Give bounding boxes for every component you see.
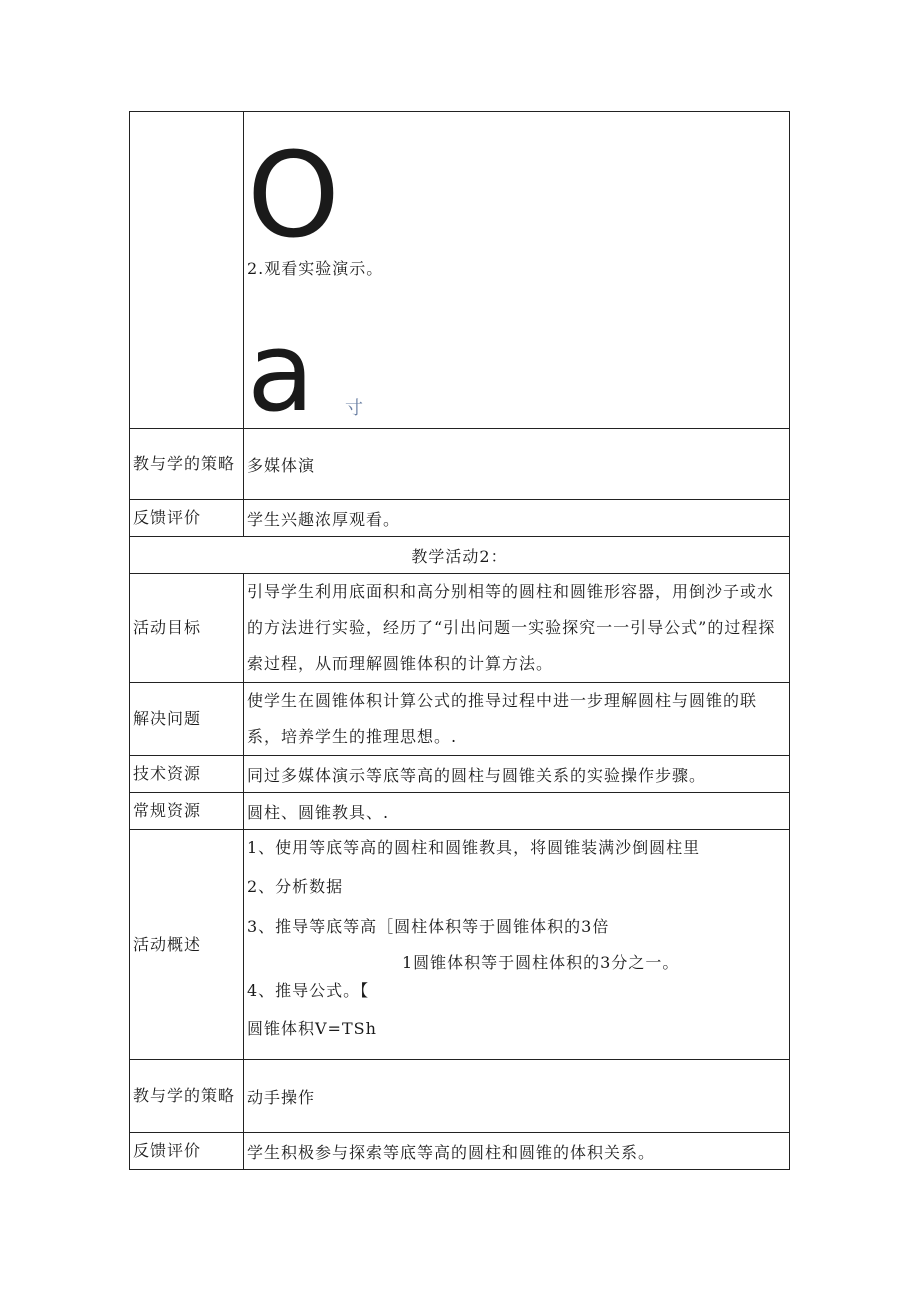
row-value: 动手操作	[244, 1060, 790, 1133]
table-row	[130, 429, 790, 500]
row-label: 活动目标	[130, 574, 244, 683]
overview-line-4: 4、推导公式。【	[247, 981, 370, 1000]
overview-cell	[244, 830, 790, 1060]
activity-title: 教学活动2：	[130, 537, 790, 574]
table-row	[130, 537, 790, 574]
overview-line-2: 2、分析数据	[247, 877, 344, 896]
table-row	[130, 756, 790, 793]
row-label: 反馈评价	[130, 500, 244, 537]
overview-line-3: 3、推导等底等高［圆柱体积等于圆锥体积的3倍	[247, 917, 610, 936]
table-row	[130, 793, 790, 830]
row-label: 技术资源	[130, 756, 244, 793]
step-2-text: 2.观看实验演示。	[247, 259, 384, 278]
row-label: 活动概述	[130, 830, 244, 1060]
empty-label-cell	[130, 112, 244, 429]
experiment-cell	[244, 112, 790, 436]
row-value: 多媒体演	[244, 429, 790, 500]
row-value: 使学生在圆锥体积计算公式的推导过程中进一步理解圆柱与圆锥的联系，培养学生的推理思想。.	[244, 683, 790, 756]
row-value: 学生积极参与探索等底等高的圆柱和圆锥的体积关系。	[244, 1133, 790, 1170]
row-label: 常规资源	[130, 793, 244, 830]
row-label: 反馈评价	[130, 1133, 244, 1170]
small-cun-glyph: 寸	[345, 398, 364, 419]
table-row	[130, 574, 790, 683]
table-row	[130, 1060, 790, 1133]
large-o-glyph: O	[247, 126, 341, 264]
table-row	[130, 500, 790, 537]
row-label: 教与学的策略	[130, 1060, 244, 1133]
row-value: 引导学生利用底面积和高分别相等的圆柱和圆锥形容器，用倒沙子或水的方法进行实验，经历了“引出问题一实验探究一一引导公式”的过程探索过程，从而理解圆锥体积的计算方法。	[244, 574, 790, 683]
lesson-table	[129, 111, 790, 1170]
table-row	[130, 683, 790, 756]
large-a-glyph: a	[247, 308, 316, 436]
row-value: 同过多媒体演示等底等高的圆柱与圆锥关系的实验操作步骤。	[244, 756, 790, 793]
row-value: 学生兴趣浓厚观看。	[244, 500, 790, 537]
overview-line-5: 圆锥体积V=TSh	[247, 1019, 377, 1038]
overview-line-3b: 1圆锥体积等于圆柱体积的3分之一。	[402, 953, 680, 972]
row-value: 圆柱、圆锥教具、.	[244, 793, 790, 830]
table-row	[130, 1133, 790, 1170]
row-label: 教与学的策略	[130, 429, 244, 500]
table-row	[130, 112, 790, 429]
table-row	[130, 830, 790, 1060]
row-label: 解决问题	[130, 683, 244, 756]
overview-line-1: 1、使用等底等高的圆柱和圆锥教具，将圆锥装满沙倒圆柱里	[247, 838, 701, 857]
image-placeholder	[247, 282, 789, 436]
